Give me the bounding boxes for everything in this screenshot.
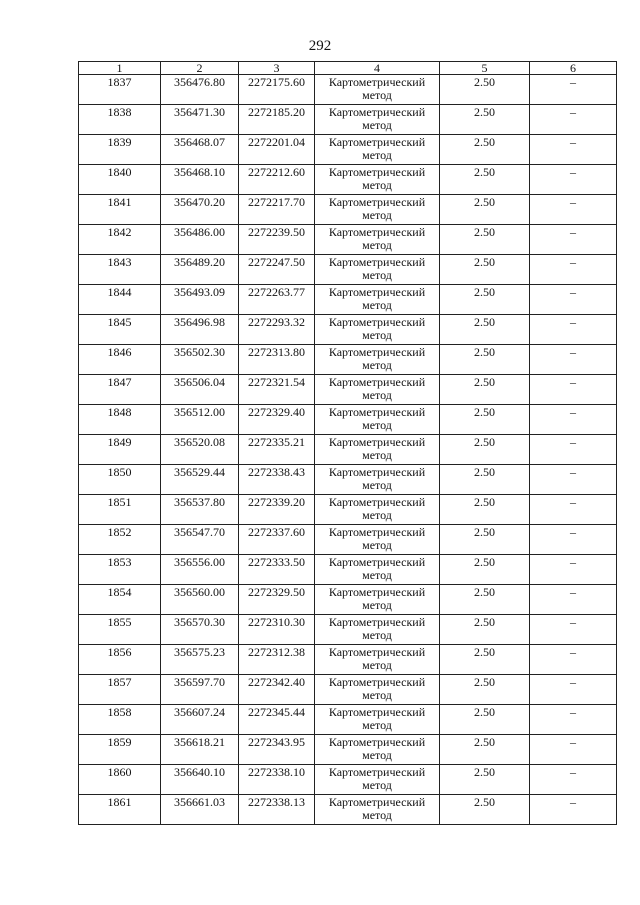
x-coordinate-cell: 356468.07 (161, 135, 239, 165)
x-coordinate-cell: 356486.00 (161, 225, 239, 255)
table-row (79, 525, 617, 555)
point-number-cell: 1852 (79, 525, 161, 555)
accuracy-cell: 2.50 (440, 165, 530, 195)
y-coordinate-cell: 2272263.77 (239, 285, 315, 315)
table-row (79, 495, 617, 525)
y-coordinate-cell: 2272338.10 (239, 765, 315, 795)
y-coordinate-cell: 2272338.13 (239, 795, 315, 825)
point-number-cell: 1840 (79, 165, 161, 195)
accuracy-cell: 2.50 (440, 555, 530, 585)
y-coordinate-cell: 2272345.44 (239, 705, 315, 735)
accuracy-cell: 2.50 (440, 135, 530, 165)
accuracy-cell: 2.50 (440, 705, 530, 735)
accuracy-cell: 2.50 (440, 765, 530, 795)
table-row (79, 75, 617, 105)
table-row (79, 675, 617, 705)
note-cell: – (530, 195, 617, 225)
accuracy-cell: 2.50 (440, 255, 530, 285)
note-cell: – (530, 495, 617, 525)
table-row (79, 645, 617, 675)
method-cell: Картометрический метод (315, 555, 440, 585)
note-cell: – (530, 705, 617, 735)
method-cell: Картометрический метод (315, 765, 440, 795)
x-coordinate-cell: 356640.10 (161, 765, 239, 795)
x-coordinate-cell: 356529.44 (161, 465, 239, 495)
note-cell: – (530, 765, 617, 795)
y-coordinate-cell: 2272175.60 (239, 75, 315, 105)
y-coordinate-cell: 2272185.20 (239, 105, 315, 135)
x-coordinate-cell: 356471.30 (161, 105, 239, 135)
table-row (79, 465, 617, 495)
point-number-cell: 1839 (79, 135, 161, 165)
point-number-cell: 1849 (79, 435, 161, 465)
note-cell: – (530, 135, 617, 165)
method-cell: Картометрический метод (315, 375, 440, 405)
y-coordinate-cell: 2272337.60 (239, 525, 315, 555)
accuracy-cell: 2.50 (440, 285, 530, 315)
table-row (79, 765, 617, 795)
method-cell: Картометрический метод (315, 495, 440, 525)
point-number-cell: 1847 (79, 375, 161, 405)
point-number-cell: 1838 (79, 105, 161, 135)
table-row (79, 225, 617, 255)
method-cell: Картометрический метод (315, 255, 440, 285)
method-cell: Картометрический метод (315, 465, 440, 495)
note-cell: – (530, 255, 617, 285)
method-cell: Картометрический метод (315, 615, 440, 645)
x-coordinate-cell: 356547.70 (161, 525, 239, 555)
method-cell: Картометрический метод (315, 645, 440, 675)
note-cell: – (530, 75, 617, 105)
note-cell: – (530, 735, 617, 765)
y-coordinate-cell: 2272338.43 (239, 465, 315, 495)
table-row (79, 555, 617, 585)
column-header-2: 2 (161, 62, 239, 75)
table-row (79, 285, 617, 315)
method-cell: Картометрический метод (315, 165, 440, 195)
point-number-cell: 1842 (79, 225, 161, 255)
note-cell: – (530, 375, 617, 405)
column-header-5: 5 (440, 62, 530, 75)
accuracy-cell: 2.50 (440, 795, 530, 825)
point-number-cell: 1848 (79, 405, 161, 435)
y-coordinate-cell: 2272329.50 (239, 585, 315, 615)
y-coordinate-cell: 2272329.40 (239, 405, 315, 435)
y-coordinate-cell: 2272335.21 (239, 435, 315, 465)
method-cell: Картометрический метод (315, 105, 440, 135)
y-coordinate-cell: 2272217.70 (239, 195, 315, 225)
x-coordinate-cell: 356556.00 (161, 555, 239, 585)
column-header-1: 1 (79, 62, 161, 75)
method-cell: Картометрический метод (315, 525, 440, 555)
table-row (79, 615, 617, 645)
method-cell: Картометрический метод (315, 135, 440, 165)
point-number-cell: 1850 (79, 465, 161, 495)
x-coordinate-cell: 356489.20 (161, 255, 239, 285)
method-cell: Картометрический метод (315, 795, 440, 825)
table-header-row (79, 62, 617, 75)
accuracy-cell: 2.50 (440, 375, 530, 405)
accuracy-cell: 2.50 (440, 195, 530, 225)
point-number-cell: 1844 (79, 285, 161, 315)
note-cell: – (530, 645, 617, 675)
note-cell: – (530, 225, 617, 255)
note-cell: – (530, 165, 617, 195)
note-cell: – (530, 525, 617, 555)
column-header-3: 3 (239, 62, 315, 75)
x-coordinate-cell: 356575.23 (161, 645, 239, 675)
x-coordinate-cell: 356661.03 (161, 795, 239, 825)
x-coordinate-cell: 356512.00 (161, 405, 239, 435)
y-coordinate-cell: 2272333.50 (239, 555, 315, 585)
method-cell: Картометрический метод (315, 585, 440, 615)
note-cell: – (530, 675, 617, 705)
point-number-cell: 1845 (79, 315, 161, 345)
accuracy-cell: 2.50 (440, 525, 530, 555)
x-coordinate-cell: 356493.09 (161, 285, 239, 315)
table-body (79, 75, 617, 825)
table-row (79, 435, 617, 465)
y-coordinate-cell: 2272239.50 (239, 225, 315, 255)
note-cell: – (530, 315, 617, 345)
x-coordinate-cell: 356618.21 (161, 735, 239, 765)
point-number-cell: 1846 (79, 345, 161, 375)
method-cell: Картометрический метод (315, 195, 440, 225)
x-coordinate-cell: 356506.04 (161, 375, 239, 405)
y-coordinate-cell: 2272343.95 (239, 735, 315, 765)
y-coordinate-cell: 2272342.40 (239, 675, 315, 705)
page-number: 292 (308, 38, 332, 54)
x-coordinate-cell: 356520.08 (161, 435, 239, 465)
note-cell: – (530, 435, 617, 465)
accuracy-cell: 2.50 (440, 645, 530, 675)
x-coordinate-cell: 356468.10 (161, 165, 239, 195)
method-cell: Картометрический метод (315, 345, 440, 375)
y-coordinate-cell: 2272212.60 (239, 165, 315, 195)
coordinates-table (78, 61, 617, 825)
method-cell: Картометрический метод (315, 405, 440, 435)
x-coordinate-cell: 356502.30 (161, 345, 239, 375)
point-number-cell: 1857 (79, 675, 161, 705)
method-cell: Картометрический метод (315, 285, 440, 315)
note-cell: – (530, 795, 617, 825)
accuracy-cell: 2.50 (440, 345, 530, 375)
x-coordinate-cell: 356537.80 (161, 495, 239, 525)
point-number-cell: 1856 (79, 645, 161, 675)
table-row (79, 405, 617, 435)
table-row (79, 795, 617, 825)
method-cell: Картометрический метод (315, 705, 440, 735)
point-number-cell: 1860 (79, 765, 161, 795)
accuracy-cell: 2.50 (440, 585, 530, 615)
table-row (79, 315, 617, 345)
method-cell: Картометрический метод (315, 735, 440, 765)
note-cell: – (530, 285, 617, 315)
table-row (79, 105, 617, 135)
accuracy-cell: 2.50 (440, 75, 530, 105)
column-header-4: 4 (315, 62, 440, 75)
y-coordinate-cell: 2272247.50 (239, 255, 315, 285)
table-row (79, 585, 617, 615)
point-number-cell: 1861 (79, 795, 161, 825)
x-coordinate-cell: 356470.20 (161, 195, 239, 225)
method-cell: Картометрический метод (315, 75, 440, 105)
y-coordinate-cell: 2272321.54 (239, 375, 315, 405)
accuracy-cell: 2.50 (440, 315, 530, 345)
column-header-6: 6 (530, 62, 617, 75)
point-number-cell: 1851 (79, 495, 161, 525)
accuracy-cell: 2.50 (440, 735, 530, 765)
point-number-cell: 1837 (79, 75, 161, 105)
method-cell: Картометрический метод (315, 315, 440, 345)
accuracy-cell: 2.50 (440, 675, 530, 705)
x-coordinate-cell: 356496.98 (161, 315, 239, 345)
note-cell: – (530, 465, 617, 495)
x-coordinate-cell: 356476.80 (161, 75, 239, 105)
accuracy-cell: 2.50 (440, 405, 530, 435)
accuracy-cell: 2.50 (440, 105, 530, 135)
table-row (79, 195, 617, 225)
accuracy-cell: 2.50 (440, 225, 530, 255)
accuracy-cell: 2.50 (440, 435, 530, 465)
table-row (79, 375, 617, 405)
point-number-cell: 1843 (79, 255, 161, 285)
x-coordinate-cell: 356607.24 (161, 705, 239, 735)
point-number-cell: 1854 (79, 585, 161, 615)
point-number-cell: 1859 (79, 735, 161, 765)
table-row (79, 255, 617, 285)
y-coordinate-cell: 2272201.04 (239, 135, 315, 165)
method-cell: Картометрический метод (315, 435, 440, 465)
accuracy-cell: 2.50 (440, 495, 530, 525)
accuracy-cell: 2.50 (440, 615, 530, 645)
x-coordinate-cell: 356597.70 (161, 675, 239, 705)
method-cell: Картометрический метод (315, 675, 440, 705)
accuracy-cell: 2.50 (440, 465, 530, 495)
y-coordinate-cell: 2272339.20 (239, 495, 315, 525)
y-coordinate-cell: 2272293.32 (239, 315, 315, 345)
note-cell: – (530, 405, 617, 435)
point-number-cell: 1841 (79, 195, 161, 225)
table-row (79, 735, 617, 765)
point-number-cell: 1853 (79, 555, 161, 585)
note-cell: – (530, 105, 617, 135)
y-coordinate-cell: 2272310.30 (239, 615, 315, 645)
table-row (79, 135, 617, 165)
note-cell: – (530, 615, 617, 645)
note-cell: – (530, 585, 617, 615)
x-coordinate-cell: 356560.00 (161, 585, 239, 615)
table-row (79, 165, 617, 195)
table-row (79, 705, 617, 735)
note-cell: – (530, 345, 617, 375)
point-number-cell: 1858 (79, 705, 161, 735)
method-cell: Картометрический метод (315, 225, 440, 255)
y-coordinate-cell: 2272312.38 (239, 645, 315, 675)
point-number-cell: 1855 (79, 615, 161, 645)
note-cell: – (530, 555, 617, 585)
y-coordinate-cell: 2272313.80 (239, 345, 315, 375)
x-coordinate-cell: 356570.30 (161, 615, 239, 645)
table-row (79, 345, 617, 375)
